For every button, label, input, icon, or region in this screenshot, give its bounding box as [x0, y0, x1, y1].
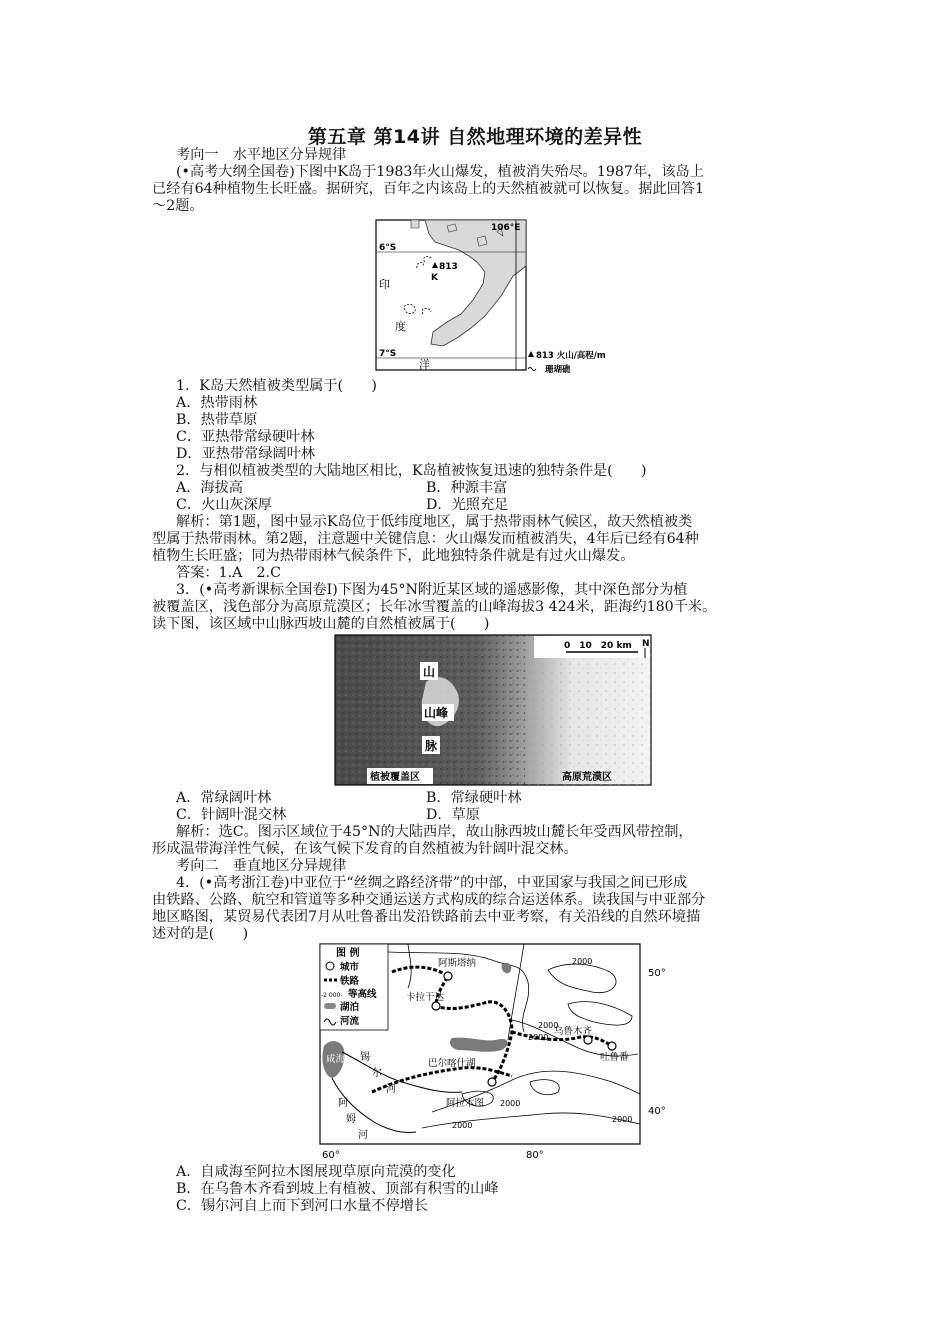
page-title: 第五章 第14讲 自然地理环境的差异性	[307, 126, 643, 148]
q1-option-c: C．亚热带常绿硬叶林	[176, 429, 315, 445]
city-label: 吐鲁番	[600, 1052, 629, 1063]
legend-item: 河流	[340, 1016, 360, 1027]
analysis-line: 解析：选C。图示区域位于45°N的大陆西岸，故山脉西坡山麓长年受西风带控制，	[176, 824, 693, 840]
lon-label: 60°	[322, 1150, 340, 1161]
north-label: N	[642, 639, 650, 649]
analysis-line: 形成温带海洋性气候，在该气候下发育的自然植被为针阔叶混交林。	[152, 841, 578, 857]
contour-label: 2000	[500, 1099, 521, 1108]
lon-label: 106°E	[491, 223, 521, 233]
q4-option-c: C．锡尔河自上而下到河口水量不停增长	[176, 1198, 429, 1214]
question-3-stem: 被覆盖区，浅色部分为高原荒漠区；长年冰雪覆盖的山峰海拔3 424米，距海约180千米。	[152, 599, 717, 615]
section-heading-2: 考向二 垂直地区分异规律	[176, 858, 347, 874]
intro-line: 已经有64种植物生长旺盛。据研究，百年之内该岛上的天然植被就可以恢复。据此回答1	[152, 181, 705, 197]
river-label-char: 阿	[338, 1098, 348, 1109]
river-label-char: 姆	[346, 1114, 356, 1125]
question-2-stem: 2．与相似植被类型的大陆地区相比，K岛植被恢复迅速的独特条件是( )	[176, 463, 647, 479]
lat-bottom-label: 7°S	[379, 349, 397, 359]
river-label-char: 锡	[360, 1052, 370, 1063]
island-label: K	[431, 273, 438, 283]
question-4-stem: 由铁路、公路、航空和管道等多种交通运送方式构成的综合运送体系。读我国与中亚部分	[152, 892, 706, 908]
question-3-stem: 3．(•高考新课标全国卷Ⅰ)下图为45°N附近某区域的遥感影像，其中深色部分为植	[176, 582, 688, 598]
desert-label: 高原荒漠区	[562, 772, 612, 783]
city-label: 乌鲁木齐	[554, 1026, 593, 1037]
question-4-stem: 述对的是( )	[152, 926, 249, 942]
river-label-char: 河	[358, 1130, 368, 1141]
city-label: 阿斯塔纳	[438, 958, 477, 969]
city-marker	[432, 1002, 440, 1010]
q3-option-d: D．草原	[426, 807, 480, 823]
q3-option-c: C．针阔叶混交林	[176, 807, 287, 823]
contour-label: 2000	[452, 1121, 473, 1130]
q3-option-b: B．常绿硬叶林	[426, 790, 522, 806]
q2-option-d: D．光照充足	[426, 497, 509, 513]
contour-label: 2000	[572, 957, 593, 966]
q4-option-a: A．自咸海至阿拉木图展现草原向荒漠的变化	[176, 1164, 456, 1180]
analysis-line: 植物生长旺盛；同为热带雨林气候条件下，此地独特条件就是有过火山爆发。	[152, 548, 635, 564]
scale-text: 0 10 20 km	[564, 641, 632, 651]
city-label: 阿拉木图	[446, 1098, 485, 1109]
city-marker	[488, 1078, 496, 1086]
legend-item: 城市	[340, 962, 360, 973]
contour-label: 2000	[612, 1115, 633, 1124]
legend-item: 铁路	[340, 976, 360, 987]
city-marker	[608, 1042, 616, 1050]
vegetation-label: 植被覆盖区	[370, 772, 420, 783]
peak-label: 山峰	[424, 706, 449, 720]
range-label: 脉	[425, 739, 438, 753]
q1-option-a: A．热带雨林	[176, 395, 258, 411]
legend-volcano-icon	[528, 351, 534, 357]
analysis-line: 型属于热带雨林。第2题，注意题中关键信息：火山爆发而植被消失，4年后已经有64种	[152, 531, 699, 547]
q2-option-b: B．种源丰富	[426, 480, 508, 496]
lat-top-label: 6°S	[379, 243, 397, 253]
legend-item: 湖泊	[340, 1002, 360, 1013]
balkhash-lake	[450, 1038, 508, 1052]
section-heading-1: 考向一 水平地区分异规律	[176, 147, 347, 163]
legend-city-icon	[326, 962, 334, 970]
central-asia-map	[312, 942, 676, 1164]
lat-label: 40°	[648, 1106, 666, 1117]
question-4-stem: 地区略图，某贸易代表团7月从吐鲁番出发沿铁路前去中亚考察，有关沿线的自然环境描	[152, 909, 701, 925]
lake-label: 巴尔喀什湖	[428, 1058, 476, 1069]
legend-reef-text: 珊瑚礁	[545, 365, 571, 374]
contour-label: 2000	[528, 1033, 549, 1042]
remote-sensing-image	[334, 634, 652, 786]
lake-label: 咸海	[326, 1054, 346, 1065]
peak-label: 813	[439, 262, 458, 272]
river-label-char: 河	[386, 1084, 396, 1095]
islet	[411, 220, 419, 228]
legend-contour-sample: -2 000-	[321, 992, 343, 999]
city-marker	[584, 1036, 592, 1044]
legend-item: 等高线	[348, 989, 377, 1000]
ocean-char: 印	[379, 278, 390, 291]
answer-line: 答案：1.A 2.C	[176, 565, 281, 581]
q1-option-b: B．热带草原	[176, 412, 258, 428]
q1-option-d: D．亚热带常绿阔叶林	[176, 446, 316, 462]
k-island-map	[373, 218, 645, 374]
lon-label: 80°	[526, 1150, 544, 1161]
river-label-char: 尔	[372, 1068, 382, 1079]
islet	[477, 236, 487, 246]
city-marker	[444, 972, 452, 980]
legend-volcano-text: 813 火山/高程/m	[536, 351, 606, 361]
q3-option-a: A．常绿阔叶林	[176, 790, 272, 806]
question-3-stem: 读下图，该区域中山脉西坡山麓的自然植被属于( )	[152, 616, 490, 632]
legend-lake-icon	[324, 1003, 336, 1009]
mountain-label: 山	[423, 665, 436, 679]
legend-title: 图 例	[336, 948, 360, 959]
lat-label: 50°	[648, 968, 666, 979]
intro-line: ～2题。	[152, 198, 204, 214]
q2-option-c: C．火山灰深厚	[176, 497, 272, 513]
intro-line: (•高考大纲全国卷)下图中K岛于1983年火山爆发，植被消失殆尽。1987年，该岛上	[176, 164, 704, 180]
q2-option-a: A．海拔高	[176, 480, 243, 496]
legend-reef-icon	[528, 368, 536, 371]
analysis-line: 解析：第1题，图中显示K岛位于低纬度地区，属于热带雨林气候区，故天然植被类	[176, 514, 693, 530]
question-1-stem: 1．K岛天然植被类型属于( )	[176, 378, 377, 394]
ocean-char: 度	[395, 320, 406, 333]
city-label: 卡拉干达	[406, 992, 445, 1003]
contour-label: 2000	[538, 1021, 559, 1030]
ocean-char: 洋	[419, 358, 430, 371]
q4-option-b: B．在乌鲁木齐看到坡上有植被、顶部有积雪的山峰	[176, 1181, 499, 1197]
question-4-stem: 4．(•高考浙江卷)中亚位于“丝绸之路经济带”的中部，中亚国家与我国之间已形成	[176, 875, 688, 891]
